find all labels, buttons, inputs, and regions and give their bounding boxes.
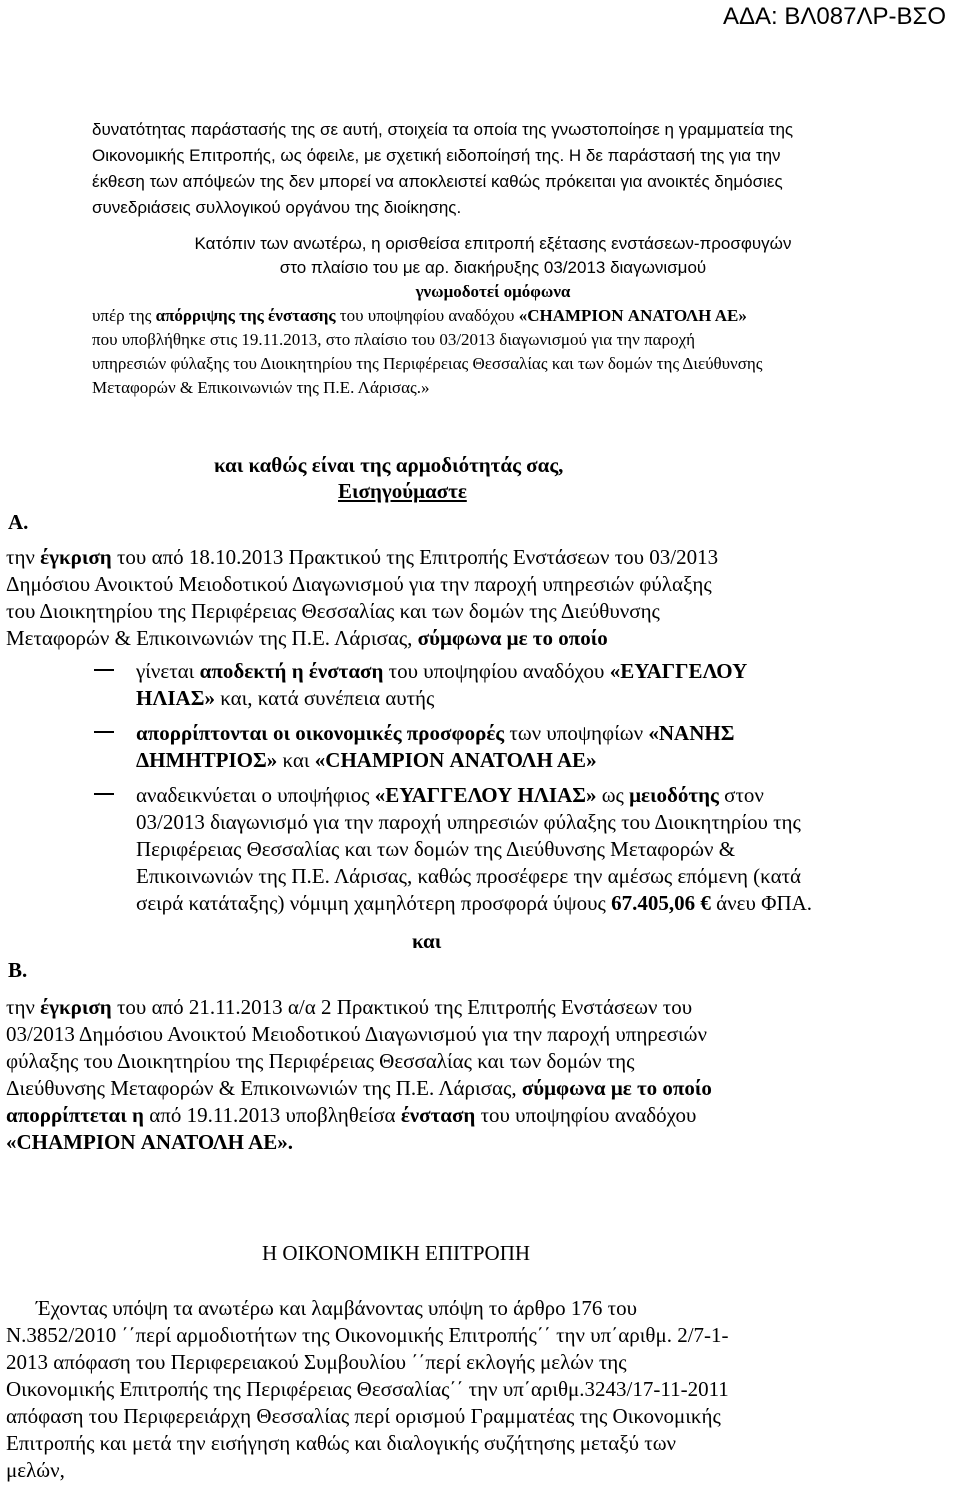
bullet-dash-1 [94,669,114,671]
text-run: ως [596,783,630,807]
text-run-bold: έγκριση [40,995,112,1019]
text-run: του από 21.11.2013 α/α 2 Πρακτικού της Επιτροπής Ενστάσεων του [111,995,693,1019]
bullet-3-line-5 [136,890,812,916]
text-run-bold: σύμφωνα με το οποίο [521,1076,712,1100]
section-a-line-4 [6,625,608,651]
text-run: υπέρ της [92,306,156,325]
text-run: σειρά κατάταξης) νόμιμη χαμηλότερη προσφορά ύψους [136,891,612,915]
section-b-line-6: «CHAMPION ΑΝΑΤΟΛΗ ΑΕ». [6,1130,294,1154]
committee-title: Η ΟΙΚΟΝΟΜΙΚΗ ΕΠΙΤΡΟΠΗ [262,1241,531,1265]
bullet-3-line-3: Περιφέρειας Θεσσαλίας και των δομών της Διεύθυνσης Μεταφορών & [136,837,736,861]
section-b-line-4 [6,1075,712,1101]
section-a-label: Α. [8,510,29,534]
text-run: από 19.11.2013 υποβληθείσα [143,1103,401,1127]
section-b-line-1 [6,994,692,1020]
intro-line-1: δυνατότητας παράστασής της σε αυτή, στοιχεία τα οποία της γνωστοποίησε η γραμματεία της [92,120,794,139]
conjunction-and: και [412,929,442,953]
text-run: την [6,545,41,569]
text-run-bold: 67.405,06 € [611,891,711,915]
intro-statement-4: Μεταφορών & Επικοινωνιών της Π.Ε. Λάρισας.» [92,378,430,397]
text-run: Διεύθυνσης Μεταφορών & Επικοινωνιών της Π.Ε. Λάρισας, [6,1076,522,1100]
committee-line-2: Ν.3852/2010 ΄΄περί αρμοδιοτήτων της Οικονομικής Επιτροπής΄΄ την υπ΄αριθμ. 2/7-1- [6,1323,729,1347]
text-run-bold: «CHAMPION ΑΝΑΤΟΛΗ ΑΕ» [518,306,747,325]
committee-line-3: 2013 απόφαση του Περιφερειακού Συμβουλίου ΄΄περί εκλογής μελών της [6,1350,627,1374]
bullet-3-line-4: Επικοινωνιών της Π.Ε. Λάρισας, καθώς προσέφερε την αμέσως επόμενη (κατά [136,864,802,888]
text-run: και, κατά συνέπεια αυτής [214,686,435,710]
intro-statement-2: που υποβλήθηκε στις 19.11.2013, στο πλαίσιο του 03/2013 διαγωνισμού για την παροχή [92,330,696,349]
text-run: των υποψηφίων [504,721,649,745]
bullet-2-line-1 [136,720,734,746]
bullet-dash-3 [94,793,114,795]
text-run: του υποψηφίου αναδόχου [475,1103,697,1127]
section-a-line-1 [6,544,718,570]
section-b-line-5 [6,1102,696,1128]
intro-statement-1 [92,304,747,328]
bullet-3-line-1 [136,782,764,808]
bullet-dash-2 [94,731,114,733]
text-run-bold: απορρίπτονται οι οικονομικές προσφορές [136,721,505,745]
text-run-bold: «CHAMPION ΑΝΑΤΟΛΗ ΑΕ» [314,748,597,772]
text-run-bold: «ΝΑΝΗΣ [648,721,735,745]
intro-line-4: συνεδριάσεις συλλογικού οργάνου της διοίκησης. [92,198,462,217]
text-run-bold: απορρίπτεται η [6,1103,144,1127]
intro-centered-1: Κατόπιν των ανωτέρω, η ορισθείσα επιτροπή εξέτασης ενστάσεων-προσφυγών [194,234,792,253]
bullet-1-line-1 [136,658,747,684]
text-run: στον [718,783,764,807]
text-run-bold: μειοδότης [629,783,719,807]
intro-line-2: Οικονομικής Επιτροπής, ως όφειλε, με σχετική ειδοποίησή της. Η δε παράστασή της για την [92,146,781,165]
intro-centered-3: γνωμοδοτεί ομόφωνα [415,282,571,301]
text-run-bold: ΔΗΜΗΤΡΙΟΣ» [136,748,278,772]
text-run: Μεταφορών & Επικοινωνιών της Π.Ε. Λάρισας, [6,626,418,650]
bullet-3-line-2: 03/2013 διαγωνισμό για την παροχή υπηρεσιών φύλαξης του Διοικητηρίου της [136,810,801,834]
recommend-line-2 [338,478,467,504]
recommend-underlined: Εισηγούμαστε [338,479,467,503]
text-run: και [277,748,315,772]
text-run-bold: αποδεκτή η ένσταση [199,659,384,683]
text-run-bold: απόρριψης της ένστασης [155,306,336,325]
text-run-bold: «ΕΥΑΓΓΕΛΟΥ [609,659,748,683]
text-run: άνευ ΦΠΑ. [710,891,813,915]
ada-code: ΑΔΑ: ΒΛ087ΛΡ-ΒΣΟ [722,3,946,30]
text-run: αναδεικνύεται ο υποψήφιος [136,783,375,807]
committee-line-4: Οικονομικής Επιτροπής της Περιφέρειας Θεσσαλίας΄΄ την υπ΄αριθμ.3243/17-11-2011 [6,1377,729,1401]
section-b-label: Β. [8,958,28,982]
recommend-line-1: και καθώς είναι της αρμοδιότητάς σας, [214,453,564,477]
text-run-bold: «ΕΥΑΓΓΕΛΟΥ ΗΛΙΑΣ» [374,783,597,807]
section-b-line-2: 03/2013 Δημόσιου Ανοικτού Μειοδοτικού Διαγωνισμού για την παροχή υπηρεσιών [6,1022,707,1046]
intro-centered-2: στο πλαίσιο του με αρ. διακήρυξης 03/2013 διαγωνισμού [279,258,707,277]
intro-line-3: έκθεση των απόψεών της δεν μπορεί να αποκλειστεί καθώς πρόκειται για ανοικτές δημόσιες [92,172,783,191]
committee-line-6: Επιτροπής και μετά την εισήγηση καθώς και διαλογικής συζήτησης μεταξύ των [6,1431,677,1455]
text-run-bold: έγκριση [40,545,112,569]
intro-statement-3: υπηρεσιών φύλαξης του Διοικητηρίου της Περιφέρειας Θεσσαλίας και των δομών της Διεύθυνσης [92,354,763,373]
text-run: του υποψηφίου αναδόχου [335,306,519,325]
text-run-bold: ΗΛΙΑΣ» [136,686,215,710]
section-a-line-3: του Διοικητηρίου της Περιφέρειας Θεσσαλίας και των δομών της Διεύθυνσης [6,599,660,623]
committee-line-1: Έχοντας υπόψη τα ανωτέρω και λαμβάνοντας υπόψη το άρθρο 176 του [36,1296,637,1320]
committee-line-5: απόφαση του Περιφερειάρχη Θεσσαλίας περί ορισμού Γραμματέας της Οικονομικής [6,1404,721,1428]
bullet-1-line-2 [136,685,434,711]
text-run: γίνεται [136,659,200,683]
text-run: την [6,995,41,1019]
section-b-line-3: φύλαξης του Διοικητηρίου της Περιφέρειας Θεσσαλίας και των δομών της [6,1049,635,1073]
text-run-bold: ένσταση [400,1103,476,1127]
text-run: του υποψηφίου αναδόχου [383,659,610,683]
text-run: του από 18.10.2013 Πρακτικού της Επιτροπής Ενστάσεων του 03/2013 [111,545,719,569]
bullet-2-line-2 [136,747,597,773]
text-run-bold: σύμφωνα με το οποίο [417,626,608,650]
section-a-line-2: Δημόσιου Ανοικτού Μειοδοτικού Διαγωνισμού για την παροχή υπηρεσιών φύλαξης [6,572,712,596]
committee-line-7: μελών, [6,1458,65,1482]
